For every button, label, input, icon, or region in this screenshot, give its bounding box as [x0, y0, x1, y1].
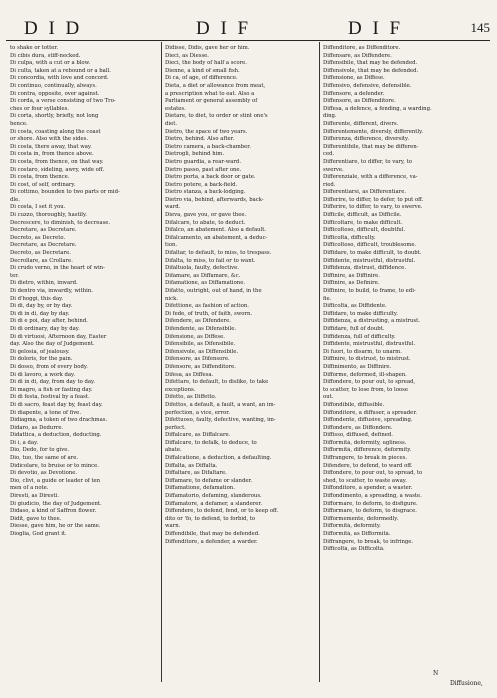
dictionary-entry: Didit, gave to thee.	[10, 515, 62, 522]
dictionary-entry: dito or 'fo, to defend, to forbid, to	[165, 515, 256, 522]
dictionary-entry: Di di virtuosi, Afternoon day, Easter	[10, 333, 107, 340]
header-word-right: D I F	[348, 18, 404, 39]
dictionary-entry: Di di in di, day by day.	[10, 310, 70, 317]
dictionary-entry: Di magro, a fish or fasting day.	[10, 386, 93, 393]
dictionary-entry: Diffidenza, a distrusting, a mistrust.	[323, 318, 420, 325]
dictionary-entry: Diffidente, mistrustful, distrustful.	[323, 257, 416, 264]
running-header	[10, 18, 490, 38]
dictionary-entry: Difficoltà, difficulty.	[323, 234, 376, 241]
dictionary-entry: Di ca, of age, of difference.	[165, 75, 238, 82]
dictionary-entry: Di concordia, with love and concord.	[10, 75, 109, 82]
column-right	[323, 45, 475, 554]
header-rule	[6, 40, 490, 41]
dictionary-entry: Diffinimento, as Diffinire.	[323, 363, 392, 370]
dictionary-entry: Diffonditore, a spender, a waster.	[323, 485, 413, 492]
dictionary-entry: to scatter, to lose from, to loose	[323, 386, 408, 393]
dictionary-entry: Di di e poi, day after, behind.	[10, 318, 88, 325]
dictionary-entry: Dietro porta, a back door or gate.	[165, 174, 256, 181]
dictionary-entry: Diffidare, to make difficult, to doubt.	[323, 250, 422, 257]
dictionary-entry: Difformità, difference, deformity.	[323, 447, 412, 454]
dictionary-entry: day. Also the day of Judgement.	[10, 341, 95, 348]
dictionary-entry: Dietro, behind. Also after.	[165, 136, 235, 143]
dictionary-entry: Di di sacro, feast day by, feast day.	[10, 401, 103, 408]
dictionary-entry: Diffensare, as Diffendere.	[323, 52, 392, 59]
dictionary-entry: ding.	[323, 113, 337, 120]
dictionary-entry: Difformare, to deform, to disfigure.	[323, 500, 418, 507]
dictionary-entry: Difesa, as Diffesa.	[165, 371, 214, 378]
dictionary-entry: warn.	[165, 523, 181, 530]
dictionary-entry: Di cost, of self, ordinary.	[10, 181, 76, 188]
dictionary-entry: ward.	[165, 204, 181, 211]
dictionary-entry: Di continuo, continually, always.	[10, 82, 97, 89]
column-left	[10, 45, 162, 539]
dictionary-entry: abate.	[165, 447, 182, 454]
dictionary-entry: Didisse, Didis, gave her or him.	[165, 45, 250, 51]
dictionary-entry: Diffalcare, as Diffalcare.	[165, 432, 231, 439]
dictionary-entry: Di dietro, within, inward.	[10, 280, 78, 287]
dictionary-entry: Diffalcatione, a deduction, a defaulting.	[165, 455, 272, 462]
dictionary-entry: Difendente, as Difensibile.	[165, 325, 237, 332]
dictionary-entry: Di costa, from thence, on that way.	[10, 158, 104, 165]
dictionary-entry: Di cuzzo, thoroughly, hastily.	[10, 212, 87, 219]
dictionary-entry: Difamatione, as Diffamatione.	[165, 280, 246, 287]
dictionary-entry: perfect.	[165, 424, 186, 431]
dictionary-entry: Differentemente, diversly, differently.	[323, 128, 424, 135]
dictionary-entry: Di di ordinary, day by day.	[10, 325, 80, 332]
catchword: Diffusione,	[450, 680, 483, 687]
dictionary-entry: Di cibis dura, stiff-necked.	[10, 52, 81, 59]
dictionary-entry: Diffisso, diffused, defined.	[323, 432, 393, 439]
dictionary-entry: Di di lavoro, a work day.	[10, 371, 76, 378]
dictionary-entry: Decreto, as Decretare.	[10, 250, 71, 257]
dictionary-entry: or shore. Also with the sides.	[10, 136, 89, 143]
dictionary-entry: ried.	[323, 181, 336, 188]
dictionary-entry: Di costa, there away, that way.	[10, 143, 92, 150]
dictionary-entry: Dietro passo, past after one.	[165, 166, 242, 173]
dictionary-entry: Difaltar, to default, to miss, to trespass.	[165, 250, 272, 257]
dictionary-entry: Dieva, gave you, or gave thee.	[165, 212, 247, 219]
dictionary-entry: Differente, different, divers.	[323, 120, 399, 127]
dictionary-entry: Dieta, a diet or allowance from meat,	[165, 82, 266, 89]
dictionary-entry: dle.	[10, 196, 20, 203]
dictionary-entry: ter.	[10, 272, 19, 279]
dictionary-entry: Difformemente, deformedly.	[323, 515, 399, 522]
dictionary-entry: Diffondente, diffusive, spreading.	[323, 417, 413, 424]
dictionary-entry: Difficoltà, as Diffidente.	[323, 303, 387, 310]
dictionary-entry: Di di in di, day, from day to day.	[10, 379, 95, 386]
dictionary-entry: Di dosso, from of every body.	[10, 363, 88, 370]
dictionary-entry: Difensore, as Difensore.	[165, 356, 230, 363]
dictionary-entry: Difficoltà, as Difficoltà.	[323, 546, 385, 553]
dictionary-entry: Di costa, coasting along the coast	[10, 128, 101, 135]
dictionary-entry: Difformità, deformity.	[323, 523, 381, 530]
dictionary-entry: Dioglia, God grant it.	[10, 531, 67, 537]
dictionary-entry: Diffrangere, to break in pieces.	[323, 455, 407, 462]
dictionary-entry: Di costaro, sideling, awry, wide off.	[10, 166, 105, 173]
dictionary-entry: Di d'hoggi, this day.	[10, 295, 64, 302]
dictionary-entry: Diffondimento, a spreading, a waste.	[323, 493, 422, 500]
dictionary-entry: Di giudicio, the day of Judgement.	[10, 500, 102, 507]
dictionary-entry: Di costa, from thence.	[10, 174, 70, 181]
dictionary-entry: Differentibile, that may be differen-	[323, 143, 419, 150]
dictionary-entry: Diffrangere, to break, to infringe.	[323, 538, 414, 545]
dictionary-entry: Di doloris, for the pain.	[10, 356, 73, 363]
dictionary-entry: Di culpa, with a cut or a blow.	[10, 60, 91, 67]
dictionary-entry: Diffinire, to distrust, to mistrust.	[323, 356, 411, 363]
dictionary-entry: Difetto, as Diffetto.	[165, 394, 217, 401]
dictionary-entry: Diffidenza, full of difficulty.	[323, 333, 396, 340]
dictionary-entry: Diresti, as Diresti.	[10, 493, 59, 500]
dictionary-entry: fie.	[323, 295, 332, 302]
dictionary-entry: Dietare, to diet, to order or stint one's	[165, 113, 268, 120]
dictionary-entry: to shake or totter.	[10, 45, 59, 51]
dictionary-entry: Di crudo verno, in the heart of win-	[10, 265, 105, 272]
dictionary-entry: Differenza, difference, diversity.	[323, 136, 410, 143]
dictionary-entry: shed, to scatter, to waste away.	[323, 477, 407, 484]
dictionary-entry: Dieci, as Diesse.	[165, 52, 209, 59]
dictionary-entry: Diffondere, to pour out, to spread,	[323, 379, 416, 386]
dictionary-entry: Diffensibile, that may be defended.	[323, 60, 418, 67]
dictionary-entry: Parliament or general assembly of	[165, 98, 258, 105]
dictionary-entry: Differentiare, to differ, to vary, to	[323, 158, 412, 165]
dictionary-entry: Difalta, to miss, to fail or to want.	[165, 257, 256, 264]
dictionary-entry: perfection, a vice, error.	[165, 409, 230, 416]
dictionary-entry: Difalco, an abatement. Also a default.	[165, 227, 267, 234]
dictionary-entry: Didiagma, a token of two drachmas.	[10, 417, 108, 424]
dictionary-entry: Difamare, as Diffamare, &c.	[165, 272, 241, 279]
dictionary-entry: Diffensivole, that may be defended.	[323, 67, 419, 74]
dictionary-entry: Difficile, difficult, as Difficile.	[323, 212, 402, 219]
dictionary-entry: Di diapente, a tone of five.	[10, 409, 82, 416]
dictionary-entry: Diffonditore, a diffuser, a spreader.	[323, 409, 417, 416]
dictionary-entry: Dieci, the body of half a score.	[165, 60, 247, 67]
dictionary-entry: Decrescere, to diminish, to decrease.	[10, 219, 111, 226]
dictionary-entry: Diffenditore, as Diffenditore.	[323, 45, 401, 51]
dictionary-entry: Di dentro via, inwardly, within.	[10, 288, 93, 294]
dictionary-entry: Difformità, as Difformità.	[323, 531, 391, 537]
dictionary-entry: Differire, to differ, to defer, to put off.	[323, 196, 424, 203]
dictionary-entry: Difendere, to defend, to ward off.	[323, 462, 413, 469]
dictionary-entry: tion.	[165, 242, 178, 249]
dictionary-entry: Difensione, as Diffese.	[165, 333, 225, 340]
dictionary-entry: Diffondere, to pour out, to spread, to	[323, 470, 423, 477]
dictionary-entry: Dio, Dedo, for to give.	[10, 447, 70, 454]
dictionary-entry: Di fede, of truth, of faith, sworn.	[165, 310, 253, 317]
dictionary-entry: Differire, to differ, to vary, to swerve.	[323, 204, 423, 211]
dictionary-entry: Differentiarsi, as Differentiare.	[323, 189, 407, 196]
dictionary-entry: Dietro stanza, a back-lodging.	[165, 189, 246, 196]
dictionary-entry: Di corta, shortly, briefly, not long	[10, 113, 99, 120]
dictionary-entry: Di corda, a verse consisting of two Tro-	[10, 98, 116, 105]
dictionary-entry: Difalcare, to abate, to deduct.	[165, 219, 246, 226]
dictionary-entry: Di cottimo, bounden to two parts or mid-	[10, 189, 120, 196]
dictionary-entry: out.	[323, 394, 334, 401]
dictionary-entry: Dietrogli, behind him.	[165, 151, 225, 158]
dictionary-entry: Dienne, a kind of small fish.	[165, 67, 240, 74]
dictionary-entry: Diffensore, as Diffenditore.	[323, 98, 396, 105]
dictionary-entry: Di devotio, as Devotione.	[10, 470, 78, 477]
dictionary-entry: Differenziale, with a difference, va-	[323, 174, 418, 181]
dictionary-entry: Dietro camera, a back-chamber.	[165, 143, 251, 150]
dictionary-entry: ches or four syllables.	[10, 105, 69, 112]
dictionary-entry: Diffidare, full of doubt.	[323, 325, 385, 332]
dictionary-entry: Decrollare, as Crollare.	[10, 257, 73, 264]
dictionary-entry: Difensivole, as Diffensibile.	[165, 348, 239, 355]
column-divider	[319, 42, 320, 682]
dictionary-entry: Difettare, to default, to dislike, to take	[165, 379, 269, 386]
dictionary-entry: Difaltuola, faulty, defective.	[165, 265, 239, 272]
dictionary-entry: Dietro guardia, a rear-ward.	[165, 158, 241, 165]
dictionary-entry: Difensibile, as Difensibile.	[165, 341, 236, 348]
dictionary-entry: Diffesa, a defence, a fending, a warding.	[323, 105, 432, 112]
dictionary-entry: Diffinire, as Diffinire.	[323, 272, 380, 279]
dictionary-entry: Di costa, I set it you.	[10, 204, 66, 211]
dictionary-entry: Dio, clivi, a guide or leader of ten	[10, 477, 101, 484]
dictionary-entry: Difettione, as fashion of action.	[165, 303, 249, 310]
dictionary-entry: Diffalta, as Diffalta.	[165, 462, 218, 469]
dictionary-entry: Diffendere, to defend, fend, or to keep off.	[165, 508, 279, 515]
dictionary-entry: Diffamatorio, defaming, slanderous.	[165, 493, 262, 500]
dictionary-entry: Diffondibile, diffusible.	[323, 401, 385, 408]
dictionary-entry: Diffidare, to make difficulty.	[323, 310, 398, 317]
dictionary-entry: Decreto, as Decreto.	[10, 234, 66, 241]
dictionary-entry: nick.	[165, 295, 178, 302]
dictionary-entry: Difficoltoso, difficult, doubtful.	[323, 227, 406, 234]
dictionary-entry: Didaro, as Dedurre.	[10, 424, 64, 431]
dictionary-entry: Di i, a day.	[10, 439, 39, 446]
dictionary-entry: Difformità, deformity, ugliness.	[323, 439, 407, 446]
dictionary-entry: Didicolare, to bruise or to mince.	[10, 462, 99, 469]
dictionary-entry: Difficoltare, to make difficult.	[323, 219, 403, 226]
dictionary-entry: Dietro potere, a back-field.	[165, 181, 238, 188]
header-word-left: D I D	[24, 18, 83, 39]
column-middle	[165, 45, 317, 546]
dictionary-entry: Diffidente, mistrustful, distrustful.	[323, 341, 416, 348]
dictionary-entry: Di costa in, from thence above.	[10, 151, 94, 158]
dictionary-entry: Diffensione, as Diffese.	[323, 75, 385, 82]
dictionary-entry: Diesse, gave him, he or the same.	[10, 523, 101, 530]
dictionary-entry: Dietro, the space of two years.	[165, 128, 248, 135]
dictionary-entry: Diffalcare, to defalk, to deduce, to	[165, 439, 257, 446]
dictionary-entry: Didattica, a deduction, deducting.	[10, 432, 102, 439]
dictionary-entry: hence.	[10, 120, 28, 127]
dictionary-entry: a prescription what to eat. Also a	[165, 90, 255, 97]
dictionary-entry: Difettuoso, faulty, defective, wanting, im-	[165, 417, 276, 424]
dictionary-entry: Diffenditore, a defender, a warder.	[165, 538, 258, 545]
dictionary-entry: Di di festa, festival by a feast.	[10, 394, 90, 401]
page-number: 145	[470, 20, 490, 35]
dictionary-entry: Di di, day by, or by day.	[10, 303, 73, 310]
dictionary-entry: exceptions.	[165, 386, 196, 393]
dictionary-entry: Diffamare, to defame or slander.	[165, 477, 253, 484]
dictionary-entry: Difficoltoso, difficult, troublesome.	[323, 242, 417, 249]
dictionary-entry: Decretare, as Decretare.	[10, 242, 77, 249]
header-word-center: D I F	[196, 18, 252, 39]
dictionary-entry: Diffamatione, defamation.	[165, 485, 235, 492]
dictionary-entry: Diffidenza, distrust, diffidence.	[323, 265, 407, 272]
dictionary-entry: Difformare, to deform, to disgrace.	[323, 508, 417, 515]
dictionary-entry: Didaso, a kind of Saffron flower.	[10, 508, 97, 515]
dictionary-entry: men of a note.	[10, 485, 49, 492]
dictionary-entry: Di gelosia, of jealousy.	[10, 348, 70, 355]
dictionary-entry: Di fuori, to disarm, to unarm.	[323, 348, 402, 355]
dictionary-entry: Decretare, as Decretare.	[10, 227, 77, 234]
dictionary-entry: Difensore, as Diffenditore.	[165, 363, 236, 370]
dictionary-entry: estates.	[165, 105, 186, 112]
signature-mark: N	[433, 670, 439, 677]
dictionary-entry: Di culta, taken at a rebound or a ball.	[10, 67, 111, 74]
dictionary-entry: Difendere, as Difendere.	[165, 318, 231, 325]
dictionary-entry: Difettos, a default, a fault, a want, an im-	[165, 401, 276, 408]
dictionary-entry: Difforme, deformed, ill-shapen.	[323, 371, 407, 378]
dictionary-entry: Difalcamento, an abatement, a deduc-	[165, 234, 268, 241]
dictionary-entry: Di contra, opposite, over against.	[10, 90, 100, 97]
dictionary-entry: swerve.	[323, 166, 344, 173]
dictionary-entry: Diffensore, a defender.	[323, 90, 385, 97]
dictionary-entry: Diffinire, as Definire.	[323, 280, 380, 287]
dictionary-entry: Difatto, outright, out of hand, in the	[165, 288, 262, 294]
dictionary-entry: Diffamatore, a defamer, a slanderer.	[165, 500, 263, 507]
dictionary-entry: Diffondere, as Diffondere.	[323, 424, 393, 431]
dictionary-entry: Diffaltare, as Difaltare.	[165, 470, 227, 477]
dictionary-entry: diet.	[165, 120, 178, 127]
dictionary-entry: Dio, tuo, the same of are.	[10, 455, 79, 462]
dictionary-entry: ced.	[323, 151, 335, 158]
dictionary-entry: Dietro via, behind, afterwards, back-	[165, 196, 264, 203]
dictionary-entry: Diffinire, to build, to frame, to edi-	[323, 288, 416, 294]
dictionary-entry: Diffensivo, defensive, defensible.	[323, 82, 412, 89]
dictionary-entry: Diffendibile, that may be defended.	[165, 531, 260, 537]
